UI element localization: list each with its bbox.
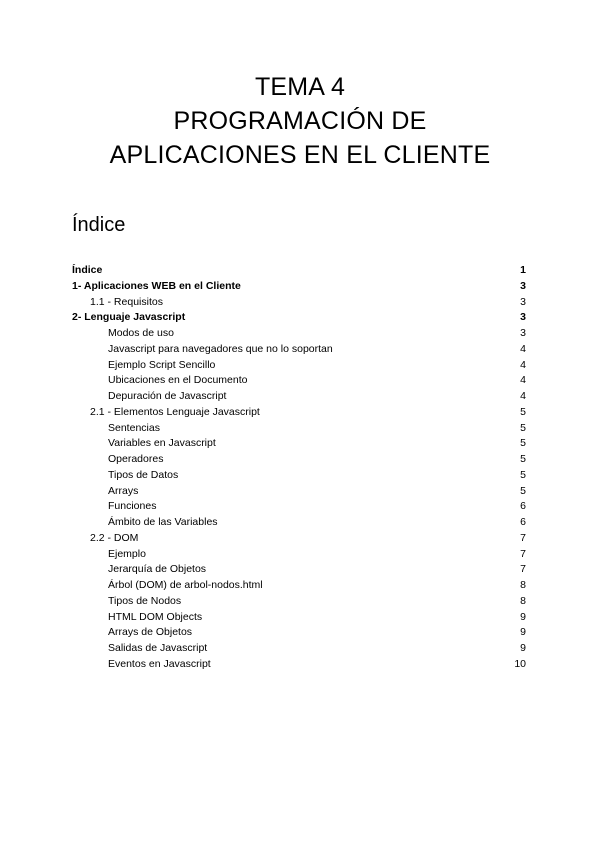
toc-entry-page: 7 bbox=[520, 547, 526, 560]
toc-entry-page: 9 bbox=[520, 610, 526, 623]
toc-entry-page: 5 bbox=[520, 421, 526, 434]
toc-entry-page: 1 bbox=[520, 264, 526, 276]
toc-entry-page: 5 bbox=[520, 453, 526, 465]
toc-entry-page: 4 bbox=[520, 374, 526, 387]
toc-entry-label: Javascript para navegadores que no lo soportan bbox=[108, 342, 333, 355]
table-of-contents bbox=[72, 263, 526, 673]
toc-entry-page: 10 bbox=[514, 657, 526, 670]
toc-entry-page: 7 bbox=[520, 563, 526, 576]
toc-entry-label: Jerarquía de Objetos bbox=[108, 563, 207, 576]
toc-entry-label: Modos de uso bbox=[108, 327, 174, 339]
toc-entry[interactable] bbox=[72, 310, 526, 326]
toc-entry-label: Depuración de Javascript bbox=[108, 390, 227, 402]
toc-entry-label: Salidas de Javascript bbox=[108, 642, 208, 654]
toc-entry[interactable] bbox=[72, 578, 526, 594]
toc-entry-page: 5 bbox=[520, 468, 526, 481]
title-line-2: PROGRAMACIÓN DE bbox=[173, 107, 427, 135]
toc-entry-label: Funciones bbox=[108, 500, 157, 513]
toc-entry-page: 9 bbox=[520, 642, 526, 654]
toc-entry-label: Árbol (DOM) de arbol-nodos.html bbox=[108, 579, 263, 591]
toc-entry-page: 3 bbox=[520, 295, 526, 308]
toc-entry-label: 2- Lenguaje Javascript bbox=[72, 311, 186, 324]
toc-entry[interactable] bbox=[72, 531, 526, 547]
toc-entry[interactable] bbox=[72, 263, 526, 279]
toc-entry-label: Índice bbox=[72, 264, 103, 276]
toc-entry[interactable] bbox=[72, 389, 526, 405]
toc-entry-page: 5 bbox=[520, 405, 526, 418]
toc-entry-page: 5 bbox=[520, 437, 526, 450]
toc-entry-label: Arrays de Objetos bbox=[108, 626, 193, 639]
toc-entry-page: 4 bbox=[520, 342, 526, 355]
toc-entry-label: Ejemplo Script Sencillo bbox=[108, 358, 216, 371]
toc-entry-page: 4 bbox=[520, 358, 526, 371]
toc-entry[interactable] bbox=[72, 421, 526, 437]
title-line-1: TEMA 4 bbox=[254, 73, 346, 101]
toc-entry-label: Ámbito de las Variables bbox=[108, 516, 218, 528]
toc-entry-label: Ejemplo bbox=[108, 547, 146, 560]
toc-entry-page: 5 bbox=[520, 484, 526, 497]
toc-entry-label: Ubicaciones en el Documento bbox=[108, 374, 248, 387]
toc-entry[interactable] bbox=[72, 279, 526, 295]
toc-entry-page: 9 bbox=[520, 626, 526, 639]
toc-entry[interactable] bbox=[72, 373, 526, 389]
toc-entry-label: Arrays bbox=[108, 484, 139, 497]
toc-entry-label: Variables en Javascript bbox=[108, 437, 216, 450]
toc-entry-label: Sentencias bbox=[108, 421, 160, 434]
toc-entry-page: 8 bbox=[520, 594, 526, 607]
toc-entry[interactable] bbox=[72, 295, 526, 311]
toc-entry-page: 7 bbox=[520, 531, 526, 544]
toc-entry[interactable] bbox=[72, 484, 526, 500]
document-title bbox=[0, 70, 600, 172]
toc-entry[interactable] bbox=[72, 452, 526, 468]
toc-entry[interactable] bbox=[72, 594, 526, 610]
toc-entry-page: 3 bbox=[520, 311, 526, 324]
toc-entry[interactable] bbox=[72, 342, 526, 358]
toc-entry[interactable] bbox=[72, 657, 526, 673]
toc-entry[interactable] bbox=[72, 641, 526, 657]
toc-entry[interactable] bbox=[72, 468, 526, 484]
toc-entry-label: Eventos en Javascript bbox=[108, 657, 211, 670]
toc-entry[interactable] bbox=[72, 326, 526, 342]
toc-entry[interactable] bbox=[72, 405, 526, 421]
toc-entry-page: 3 bbox=[520, 279, 526, 292]
toc-entry[interactable] bbox=[72, 515, 526, 531]
toc-entry-label: 1- Aplicaciones WEB en el Cliente bbox=[72, 279, 241, 292]
toc-entry[interactable] bbox=[72, 547, 526, 563]
toc-entry-page: 6 bbox=[520, 516, 526, 528]
toc-entry-page: 3 bbox=[520, 327, 526, 339]
title-line-3: APLICACIONES EN EL CLIENTE bbox=[109, 141, 491, 169]
toc-entry-label: 2.1 - Elementos Lenguaje Javascript bbox=[90, 405, 260, 418]
toc-entry-label: Tipos de Nodos bbox=[108, 594, 182, 607]
toc-entry[interactable] bbox=[72, 499, 526, 515]
toc-entry[interactable] bbox=[72, 625, 526, 641]
toc-entry-page: 4 bbox=[520, 390, 526, 402]
toc-entry[interactable] bbox=[72, 562, 526, 578]
toc-entry-label: 2.2 - DOM bbox=[90, 531, 139, 544]
toc-entry[interactable] bbox=[72, 436, 526, 452]
toc-entry[interactable] bbox=[72, 358, 526, 374]
toc-entry-label: Tipos de Datos bbox=[108, 468, 179, 481]
toc-entry[interactable] bbox=[72, 610, 526, 626]
index-heading: Índice bbox=[72, 214, 126, 236]
toc-entry-page: 6 bbox=[520, 500, 526, 513]
toc-entry-label: HTML DOM Objects bbox=[108, 610, 203, 623]
toc-entry-label: 1.1 - Requisitos bbox=[90, 295, 163, 308]
toc-entry-label: Operadores bbox=[108, 453, 164, 465]
toc-entry-page: 8 bbox=[520, 579, 526, 591]
